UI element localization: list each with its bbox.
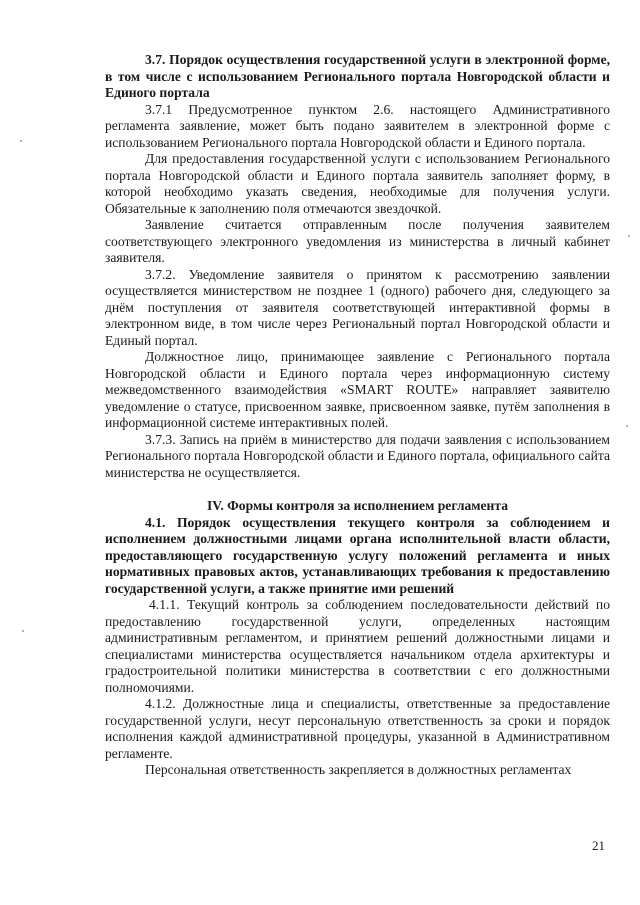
section-4-1-heading: 4.1. Порядок осуществления текущего контроля за соблюдением и исполнением должностными лицами органа исполнительной власти области, предоставляющего государственную услугу положений регламента и иных нормативных правовых актов, устанавливающих требования к предоставлению государственной услуги, а также принятие ими решений xyxy=(105,514,610,596)
section-spacer xyxy=(105,481,610,498)
scan-speck xyxy=(22,630,24,632)
section-3-7-heading: 3.7. Порядок осуществления государственной услуги в электронной форме, в том числе с использованием Регионального портала Новгородской области и Единого портала xyxy=(105,52,610,100)
scan-speck xyxy=(20,140,22,142)
page-number: 21 xyxy=(592,838,605,853)
scan-speck xyxy=(626,425,628,427)
paragraph-3-7-2-official: Должностное лицо, принимающее заявление с Регионального портала Новгородской области и Единого портала через информационную систему межведомственного взаимодействия «SMART ROUTE» направляет заявителю уведомление о статусе, присвоенном заявке, присвоенном заявке, путём заполнения в информационной системе интерактивных полей. xyxy=(105,349,610,430)
paragraph-3-7-3: 3.7.3. Запись на приём в министерство для подачи заявления с использованием Регионального портала Новгородской области и Единого портала, официального сайта министерства не осуществляется. xyxy=(105,431,610,480)
scan-speck xyxy=(628,235,630,237)
paragraph-3-7-1: 3.7.1 Предусмотренное пунктом 2.6. настоящего Административного регламента заявление, может быть подано заявителем в электронной форме с использованием Регионального портала Новгородской области и Единого портала. xyxy=(105,101,610,150)
paragraph-3-7-1-form: Для предоставления государственной услуги с использованием Регионального портала Новгородской области и Единого портала заявитель заполняет форму, в которой необходимо указать сведения, необходимые для получения услуги. Обязательные к заполнению поля отмечаются звездочкой. xyxy=(105,151,610,216)
section-4-title: IV. Формы контроля за исполнением регламента xyxy=(206,498,509,513)
paragraph-responsibility: Персональная ответственность закрепляется в должностных регламентах xyxy=(145,762,572,777)
paragraph-3-7-1-notice: Заявление считается отправленным после получения заявителем соответствующего электронного уведомления из министерства в личный кабинет заявителя. xyxy=(105,217,610,265)
paragraph-4-1-2: 4.1.2. Должностные лица и специалисты, ответственные за предоставление государственной услуги, несут персональную ответственность за сроки и порядок исполнения каждой административной процедуры, указанной в Административном регламенте. xyxy=(105,696,610,761)
paragraph-3-7-2: 3.7.2. Уведомление заявителя о принятом к рассмотрению заявлении осуществляется министерством не позднее 1 (одного) рабочего дня, следующего за днём поступления от заявителя соответствующей интерактивной формы в электронном виде, в том числе через Региональный портал Новгородской области и Единый портал. xyxy=(105,266,610,348)
paragraph-4-1-1: 4.1.1. Текущий контроль за соблюдением последовательности действий по предоставлению государственной услуги, определенных настоящим административным регламентом, и принятием решений должностными лицами и специалистами министерства осуществляется начальником отдела архитектуры и градостроительной политики министерства в соответствии с его должностными полномочиями. xyxy=(105,597,610,695)
